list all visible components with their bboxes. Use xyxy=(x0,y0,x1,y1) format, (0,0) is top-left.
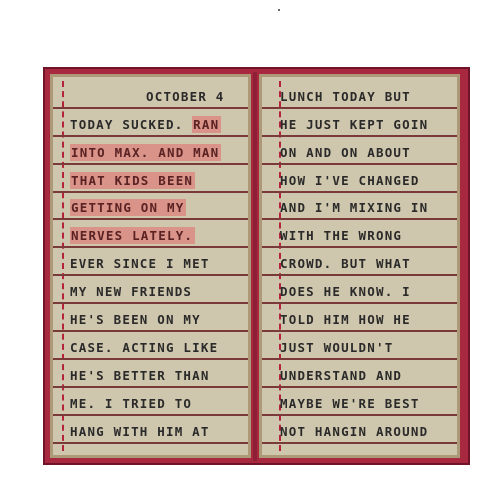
highlighted-text: INTO MAX. AND MAN xyxy=(71,144,220,160)
journal-line-text xyxy=(280,256,411,271)
journal-line xyxy=(53,304,248,332)
journal-line xyxy=(262,109,457,137)
line-text: CROWD. BUT WHAT xyxy=(280,256,411,272)
journal-line xyxy=(262,276,457,304)
line-text: MAYBE WE'RE BEST xyxy=(280,395,420,411)
journal-line-text xyxy=(280,396,420,411)
journal-line-text xyxy=(70,396,192,411)
line-text: UNDERSTAND AND xyxy=(280,367,403,383)
highlighted-text: THAT KIDS BEEN xyxy=(71,172,194,188)
journal-line-text xyxy=(70,340,218,355)
line-text: CASE. ACTING LIKE xyxy=(70,339,219,355)
journal-line-text xyxy=(70,173,195,188)
journal-line xyxy=(53,388,248,416)
journal-left-page xyxy=(50,74,251,458)
line-text: ON AND ON ABOUT xyxy=(280,144,411,160)
journal-line-text xyxy=(70,284,192,299)
journal-line xyxy=(53,416,248,444)
line-text: ME. I TRIED TO xyxy=(70,395,193,411)
line-text: LUNCH TODAY BUT xyxy=(280,88,411,104)
journal-line xyxy=(53,81,248,109)
journal-line-text xyxy=(280,368,402,383)
journal-line-text xyxy=(70,424,210,439)
journal-line xyxy=(262,248,457,276)
journal-line xyxy=(53,193,248,221)
line-text: HE'S BETTER THAN xyxy=(70,367,210,383)
journal-line-text xyxy=(70,145,221,160)
journal-line xyxy=(262,304,457,332)
journal-book xyxy=(43,67,470,465)
line-text: TOLD HIM HOW HE xyxy=(280,312,411,328)
highlighted-text: GETTING ON MY xyxy=(71,200,185,216)
journal-right-page xyxy=(259,74,460,458)
journal-line xyxy=(262,165,457,193)
journal-line xyxy=(262,81,457,109)
journal-line xyxy=(53,165,248,193)
journal-line xyxy=(262,332,457,360)
journal-line-text xyxy=(280,200,428,215)
line-text: TODAY SUCKED. xyxy=(70,116,193,132)
line-text: AND I'M MIXING IN xyxy=(280,200,429,216)
stray-pixel xyxy=(278,9,280,11)
journal-line-text xyxy=(280,312,411,327)
line-text: JUST WOULDN'T xyxy=(280,339,394,355)
line-text: EVER SINCE I MET xyxy=(70,256,210,272)
line-text: OCTOBER 4 xyxy=(146,88,225,104)
line-text: NOT HANGIN AROUND xyxy=(280,423,429,439)
journal-line xyxy=(262,193,457,221)
journal-line-text xyxy=(280,89,411,104)
journal-line-text xyxy=(70,312,201,327)
line-text: HANG WITH HIM AT xyxy=(70,423,210,439)
line-text: HE JUST KEPT GOIN xyxy=(280,116,429,132)
journal-line xyxy=(53,276,248,304)
journal-line xyxy=(262,360,457,388)
line-text: WITH THE WRONG xyxy=(280,228,403,244)
journal-spine xyxy=(253,72,257,461)
journal-line xyxy=(53,248,248,276)
line-text: HE'S BEEN ON MY xyxy=(70,312,201,328)
journal-line xyxy=(53,332,248,360)
journal-line-text xyxy=(280,424,428,439)
line-text: DOES HE KNOW. I xyxy=(280,284,411,300)
journal-line-text xyxy=(280,228,402,243)
journal-line xyxy=(262,137,457,165)
journal-line xyxy=(262,416,457,444)
journal-line xyxy=(53,109,248,137)
journal-line xyxy=(262,221,457,249)
highlighted-text: NERVES LATELY. xyxy=(71,228,194,244)
journal-line xyxy=(262,388,457,416)
journal-line-text xyxy=(70,200,186,215)
journal-date xyxy=(146,89,225,104)
journal-line-text xyxy=(70,368,210,383)
journal-line-text xyxy=(70,117,221,132)
journal-line-text xyxy=(280,117,428,132)
journal-line xyxy=(53,221,248,249)
line-text: MY NEW FRIENDS xyxy=(70,284,193,300)
line-text: HOW I'VE CHANGED xyxy=(280,172,420,188)
journal-line-text xyxy=(280,173,420,188)
journal-line xyxy=(53,137,248,165)
journal-line-text xyxy=(280,145,411,160)
highlighted-text: RAN xyxy=(193,116,220,132)
journal-line-text xyxy=(280,340,393,355)
journal-line xyxy=(53,360,248,388)
journal-line-text xyxy=(70,256,210,271)
journal-line-text xyxy=(280,284,411,299)
journal-line-text xyxy=(70,228,195,243)
